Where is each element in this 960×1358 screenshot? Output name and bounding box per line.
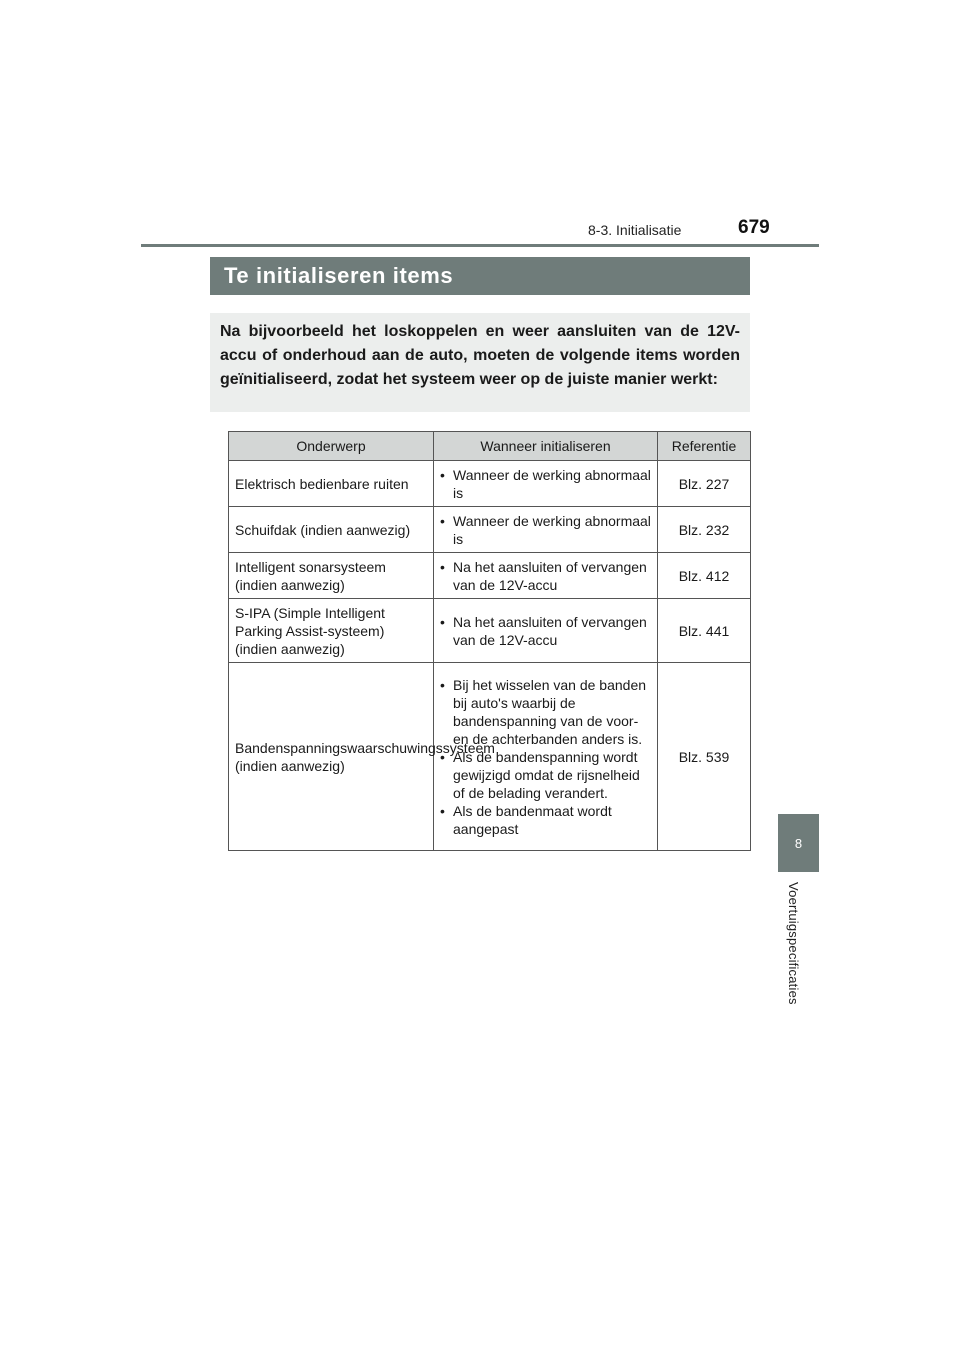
- list-item: • Wanneer de werking abnormaal is: [440, 466, 651, 502]
- cell-reference: Blz. 232: [658, 507, 751, 553]
- list-item: • Wanneer de werking abnormaal is: [440, 512, 651, 548]
- section-title: Te initialiseren items: [224, 263, 454, 288]
- intro-box: [210, 313, 750, 412]
- list-item: • Na het aansluiten of vervangen van de 12V-accu: [440, 613, 651, 649]
- section-title-banner: [210, 257, 750, 295]
- cell-reference: Blz. 539: [658, 663, 751, 851]
- section-header: 8-3. Initialisatie: [588, 222, 682, 238]
- column-header-when: Wanneer initialiseren: [434, 432, 658, 461]
- cell-reference: Blz. 441: [658, 599, 751, 663]
- cell-when: [434, 599, 658, 663]
- cell-when: [434, 461, 658, 507]
- cell-subject: Schuifdak (indien aanwezig): [229, 507, 434, 553]
- chapter-title: Voertuigspecificaties: [786, 882, 801, 1005]
- cell-when: [434, 553, 658, 599]
- table-header-row: [229, 432, 751, 461]
- cell-when: [434, 507, 658, 553]
- page-number: 679: [738, 217, 770, 238]
- column-header-reference: Referentie: [658, 432, 751, 461]
- table-row: [229, 663, 751, 851]
- list-item: • Na het aansluiten of vervangen van de 12V-accu: [440, 558, 651, 594]
- cell-subject: Intelligent sonarsysteem (indien aanwezig): [229, 553, 434, 599]
- table-row: [229, 507, 751, 553]
- initialization-table: [228, 431, 751, 851]
- column-header-subject: Onderwerp: [229, 432, 434, 461]
- chapter-number: 8: [794, 835, 803, 851]
- table-row: [229, 461, 751, 507]
- intro-text: Na bijvoorbeeld het loskoppelen en weer aansluiten van de 12V-accu of onderhoud aan de auto, moeten de volgende items worden geïnitialiseerd, zodat het systeem weer op de juiste manier werkt:: [220, 323, 740, 388]
- cell-subject: Bandenspanningswaarschuwingssysteem (indien aanwezig): [229, 663, 434, 851]
- table-row: [229, 599, 751, 663]
- cell-subject: Elektrisch bedienbare ruiten: [229, 461, 434, 507]
- header-divider: [141, 244, 819, 247]
- cell-reference: Blz. 227: [658, 461, 751, 507]
- cell-reference: Blz. 412: [658, 553, 751, 599]
- table-row: [229, 553, 751, 599]
- list-item: • Bij het wisselen van de banden bij auto's waarbij de bandenspanning van de voor- en de achterbanden anders is.: [440, 676, 651, 748]
- list-item: • Als de bandenspanning wordt gewijzigd omdat de rijsnelheid of de belading verandert.: [440, 748, 651, 802]
- cell-subject: S-IPA (Simple Intelligent Parking Assist-systeem) (indien aanwezig): [229, 599, 434, 663]
- chapter-tab: [778, 814, 819, 872]
- cell-when: [434, 663, 658, 851]
- list-item: • Als de bandenmaat wordt aangepast: [440, 802, 651, 838]
